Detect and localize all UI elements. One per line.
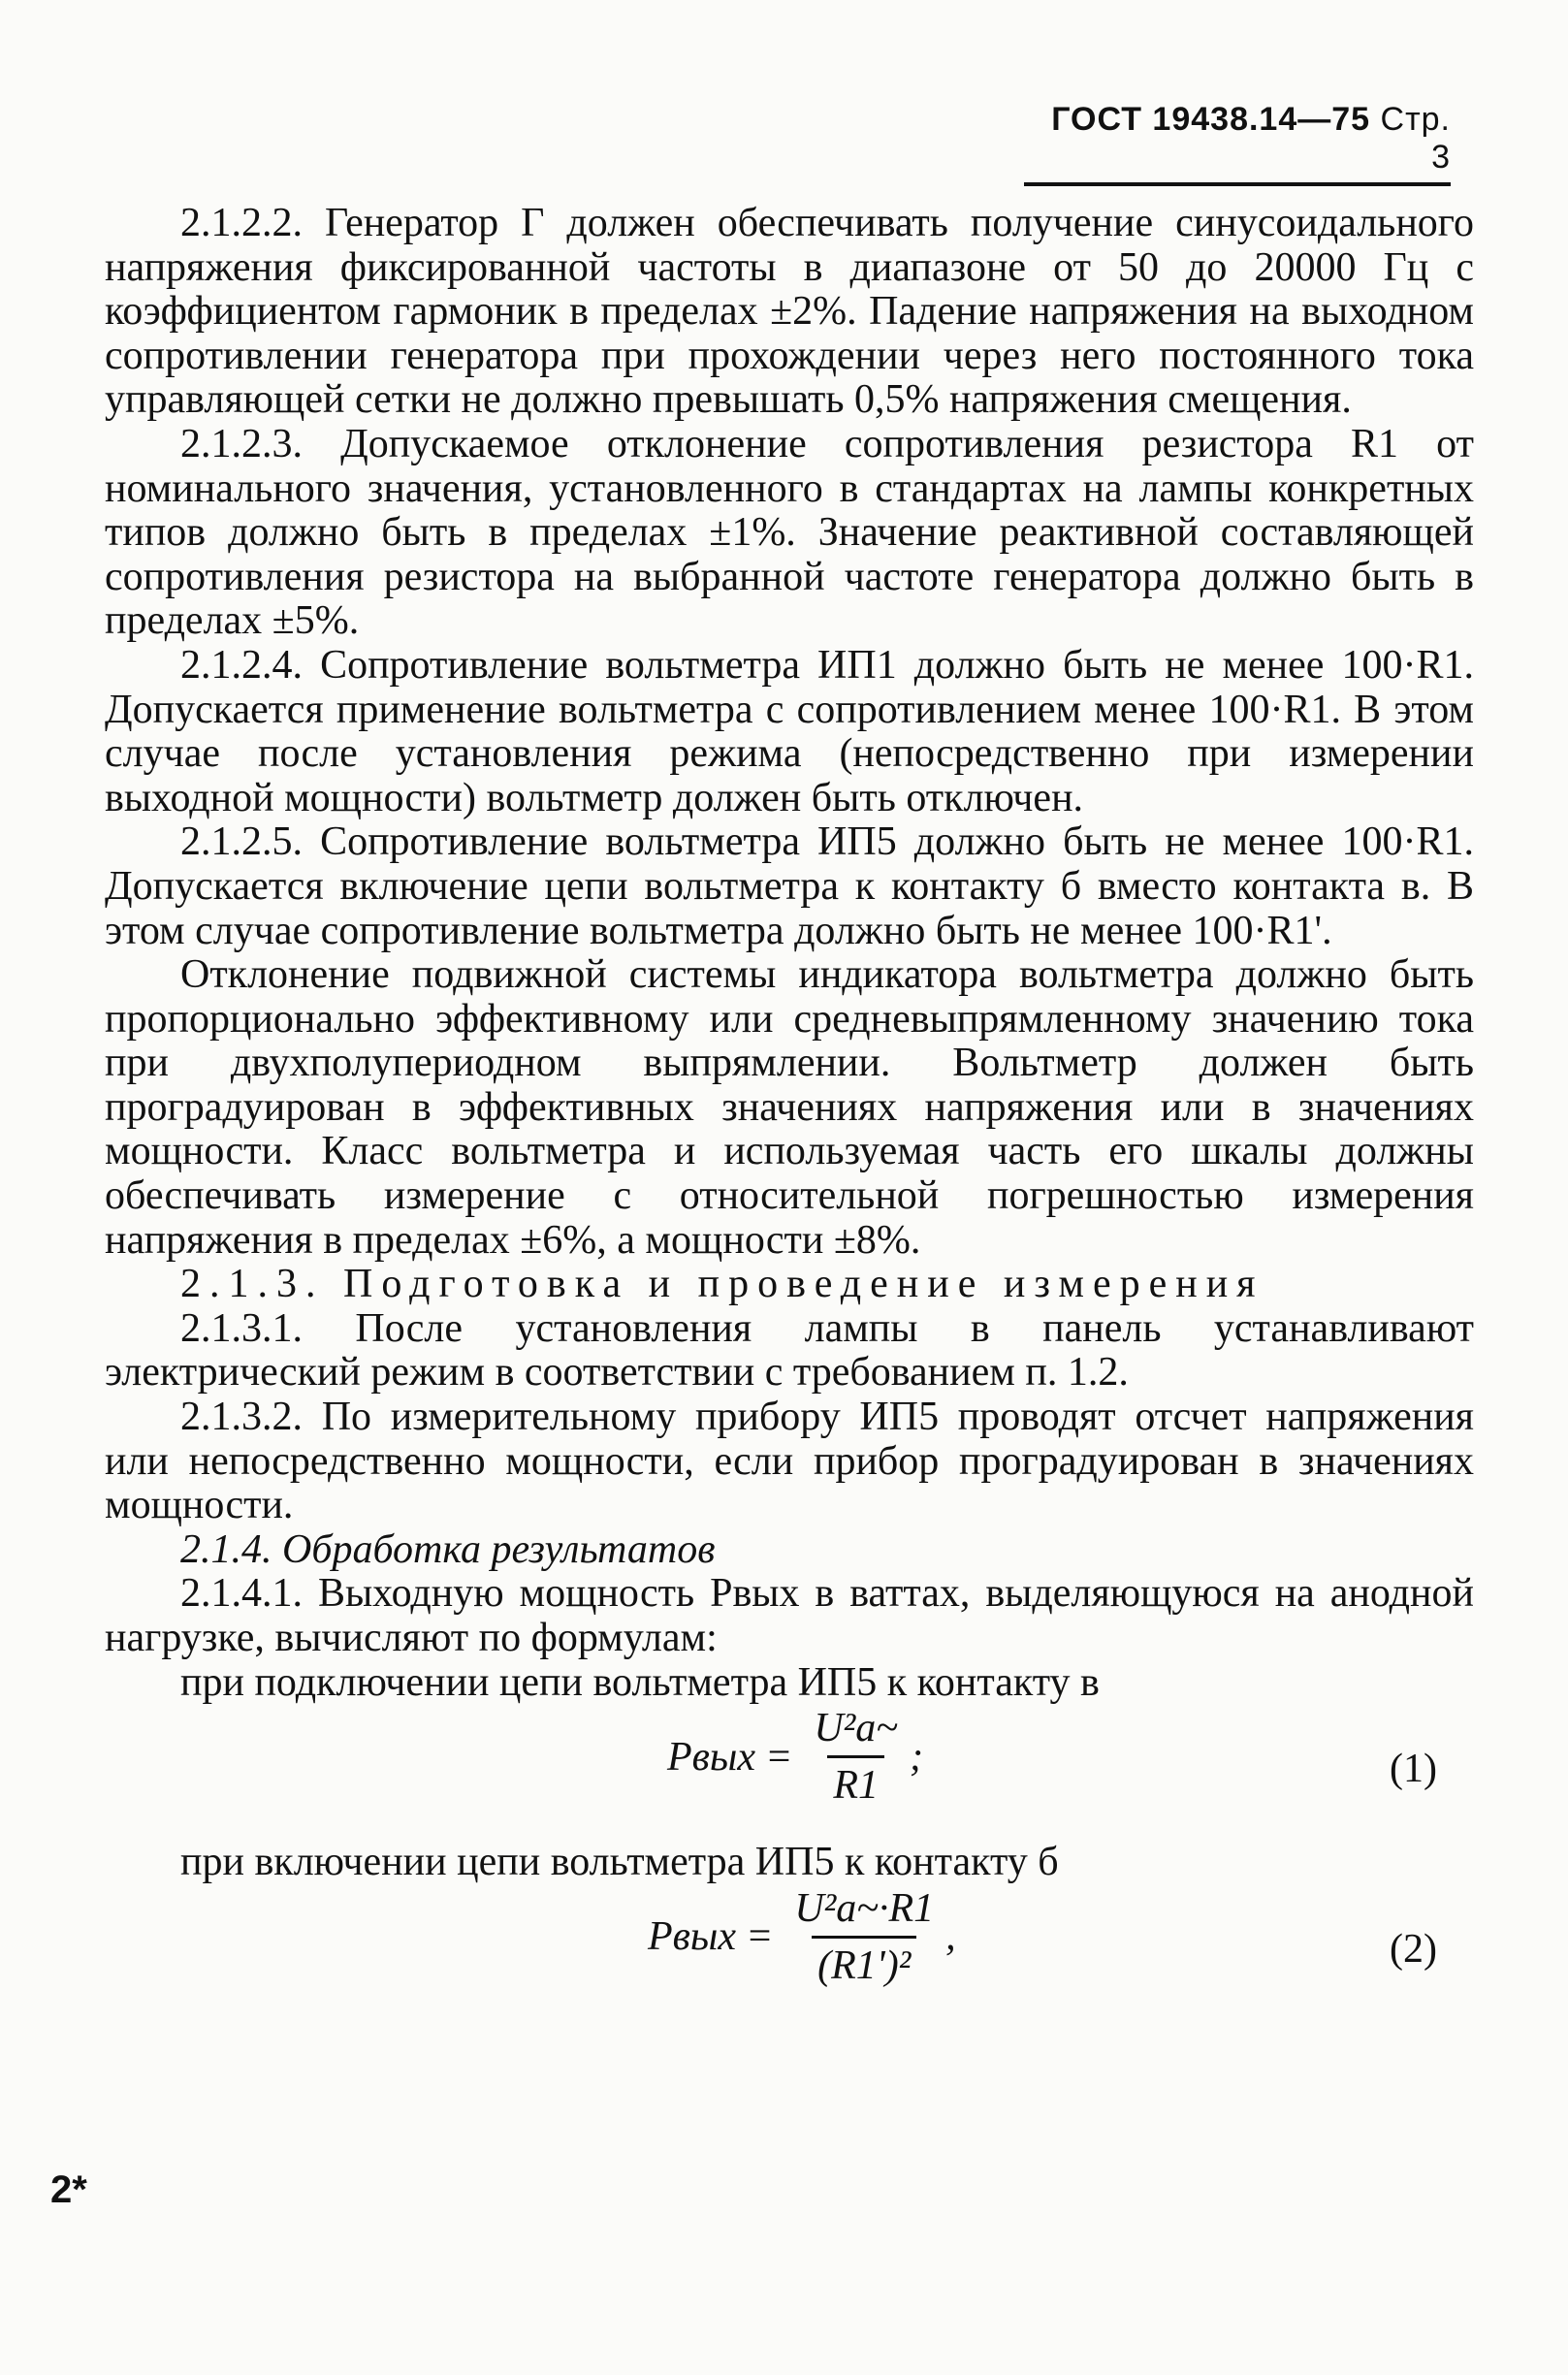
paragraph-2-1-2-2: 2.1.2.2. Генератор Г должен обеспечивать получение синусоидального напряжения фиксированной частоты в диапазоне от 50 до 20000 Гц с коэффициентом гармоник в пределах ±2%. Падение напряжения на выходном сопротивлении генератора при прохождении через него постоянного тока управляющей сетки не должно превышать 0,5% напряжения смещения. — [105, 201, 1474, 423]
paragraph-2-1-2-5: 2.1.2.5. Сопротивление вольтметра ИП5 должно быть не менее 100·R1. Допускается включение цепи вольтметра к контакту б вместо контакта в. В этом случае сопротивление вольтметра должно быть не менее 100·R1'. — [105, 819, 1474, 953]
formula-1-numerator: U²а~ — [814, 1706, 898, 1751]
signature-mark: 2* — [50, 2168, 87, 2211]
section-title-2-1-4: 2.1.4. Обработка результатов — [180, 1526, 716, 1572]
formula-2-denominator: (R1')² — [812, 1936, 916, 1989]
formula-2-label: (2) — [1390, 1926, 1437, 1972]
formula-2-numerator: U²а~·R1 — [794, 1885, 935, 1931]
formula-2-lhs: Pвых — [648, 1914, 736, 1960]
formula-1 — [105, 1705, 1474, 1841]
formula-1-tail: ; — [909, 1734, 923, 1780]
paragraph-2-1-3-2: 2.1.3.2. По измерительному прибору ИП5 проводят отсчет напряжения или непосредственно мощности, если прибор проградуирован в значениях мощности. — [105, 1395, 1474, 1528]
formula-2-fraction — [788, 1885, 940, 1989]
paragraph-2-1-4-1: 2.1.4.1. Выходную мощность Pвых в ваттах, выделяющуюся на анодной нагрузке, вычисляют по формулам: — [105, 1571, 1474, 1660]
formula-1-label: (1) — [1390, 1747, 1437, 1792]
section-title-2-1-3: 2.1.3. Подготовка и проведение измерения — [180, 1262, 1264, 1307]
page-header — [1024, 101, 1451, 186]
case-contact-v: при подключении цепи вольтметра ИП5 к контакту в — [180, 1659, 1100, 1705]
paragraph-2-1-2-4: 2.1.2.4. Сопротивление вольтметра ИП1 должно быть не менее 100·R1. Допускается применение вольтметра с сопротивлением менее 100·R1. В этом случае после установления режима (непосредственно при измерении выходной мощности) вольтметр должен быть отключен. — [105, 642, 1474, 820]
formula-1-fraction — [808, 1705, 904, 1809]
formula-1-denominator: R1 — [827, 1755, 884, 1809]
equals-sign: = — [764, 1734, 793, 1780]
paragraph-2-1-3-1: 2.1.3.1. После установления лампы в панель устанавливают электрический режим в соответствии с требованием п. 1.2. — [105, 1305, 1474, 1396]
page-number: Стр. 3 — [1380, 101, 1451, 176]
formula-1-lhs: Pвых — [667, 1734, 755, 1780]
formula-2-tail: , — [945, 1914, 956, 1960]
case-contact-b: при включении цепи вольтметра ИП5 к контакту б — [180, 1840, 1059, 1885]
doc-code: ГОСТ 19438.14—75 — [1051, 101, 1371, 138]
formula-2 — [105, 1885, 1474, 2021]
equals-sign: = — [745, 1914, 774, 1960]
document-body — [105, 202, 1474, 2021]
paragraph-2-1-2-3: 2.1.2.3. Допускаемое отклонение сопротивления резистора R1 от номинального значения, установленного в стандартах на лампы конкретных типов должно быть в пределах ±1%. Значение реактивной составляющей сопротивления резистора на выбранной частоте генератора должно быть в пределах ±5%. — [105, 421, 1474, 644]
paragraph-deflection: Отклонение подвижной системы индикатора вольтметра должно быть пропорционально эффективному или средневыпрямленному значению тока при двухполупериодном выпрямлении. Вольтметр должен быть проградуирован в эффективных значениях напряжения или в значениях мощности. Класс вольтметра и используемая часть его шкалы должны обеспечивать измерение с относительной погрешностью измерения напряжения в пределах ±6%, а мощности ±8%. — [105, 952, 1474, 1263]
